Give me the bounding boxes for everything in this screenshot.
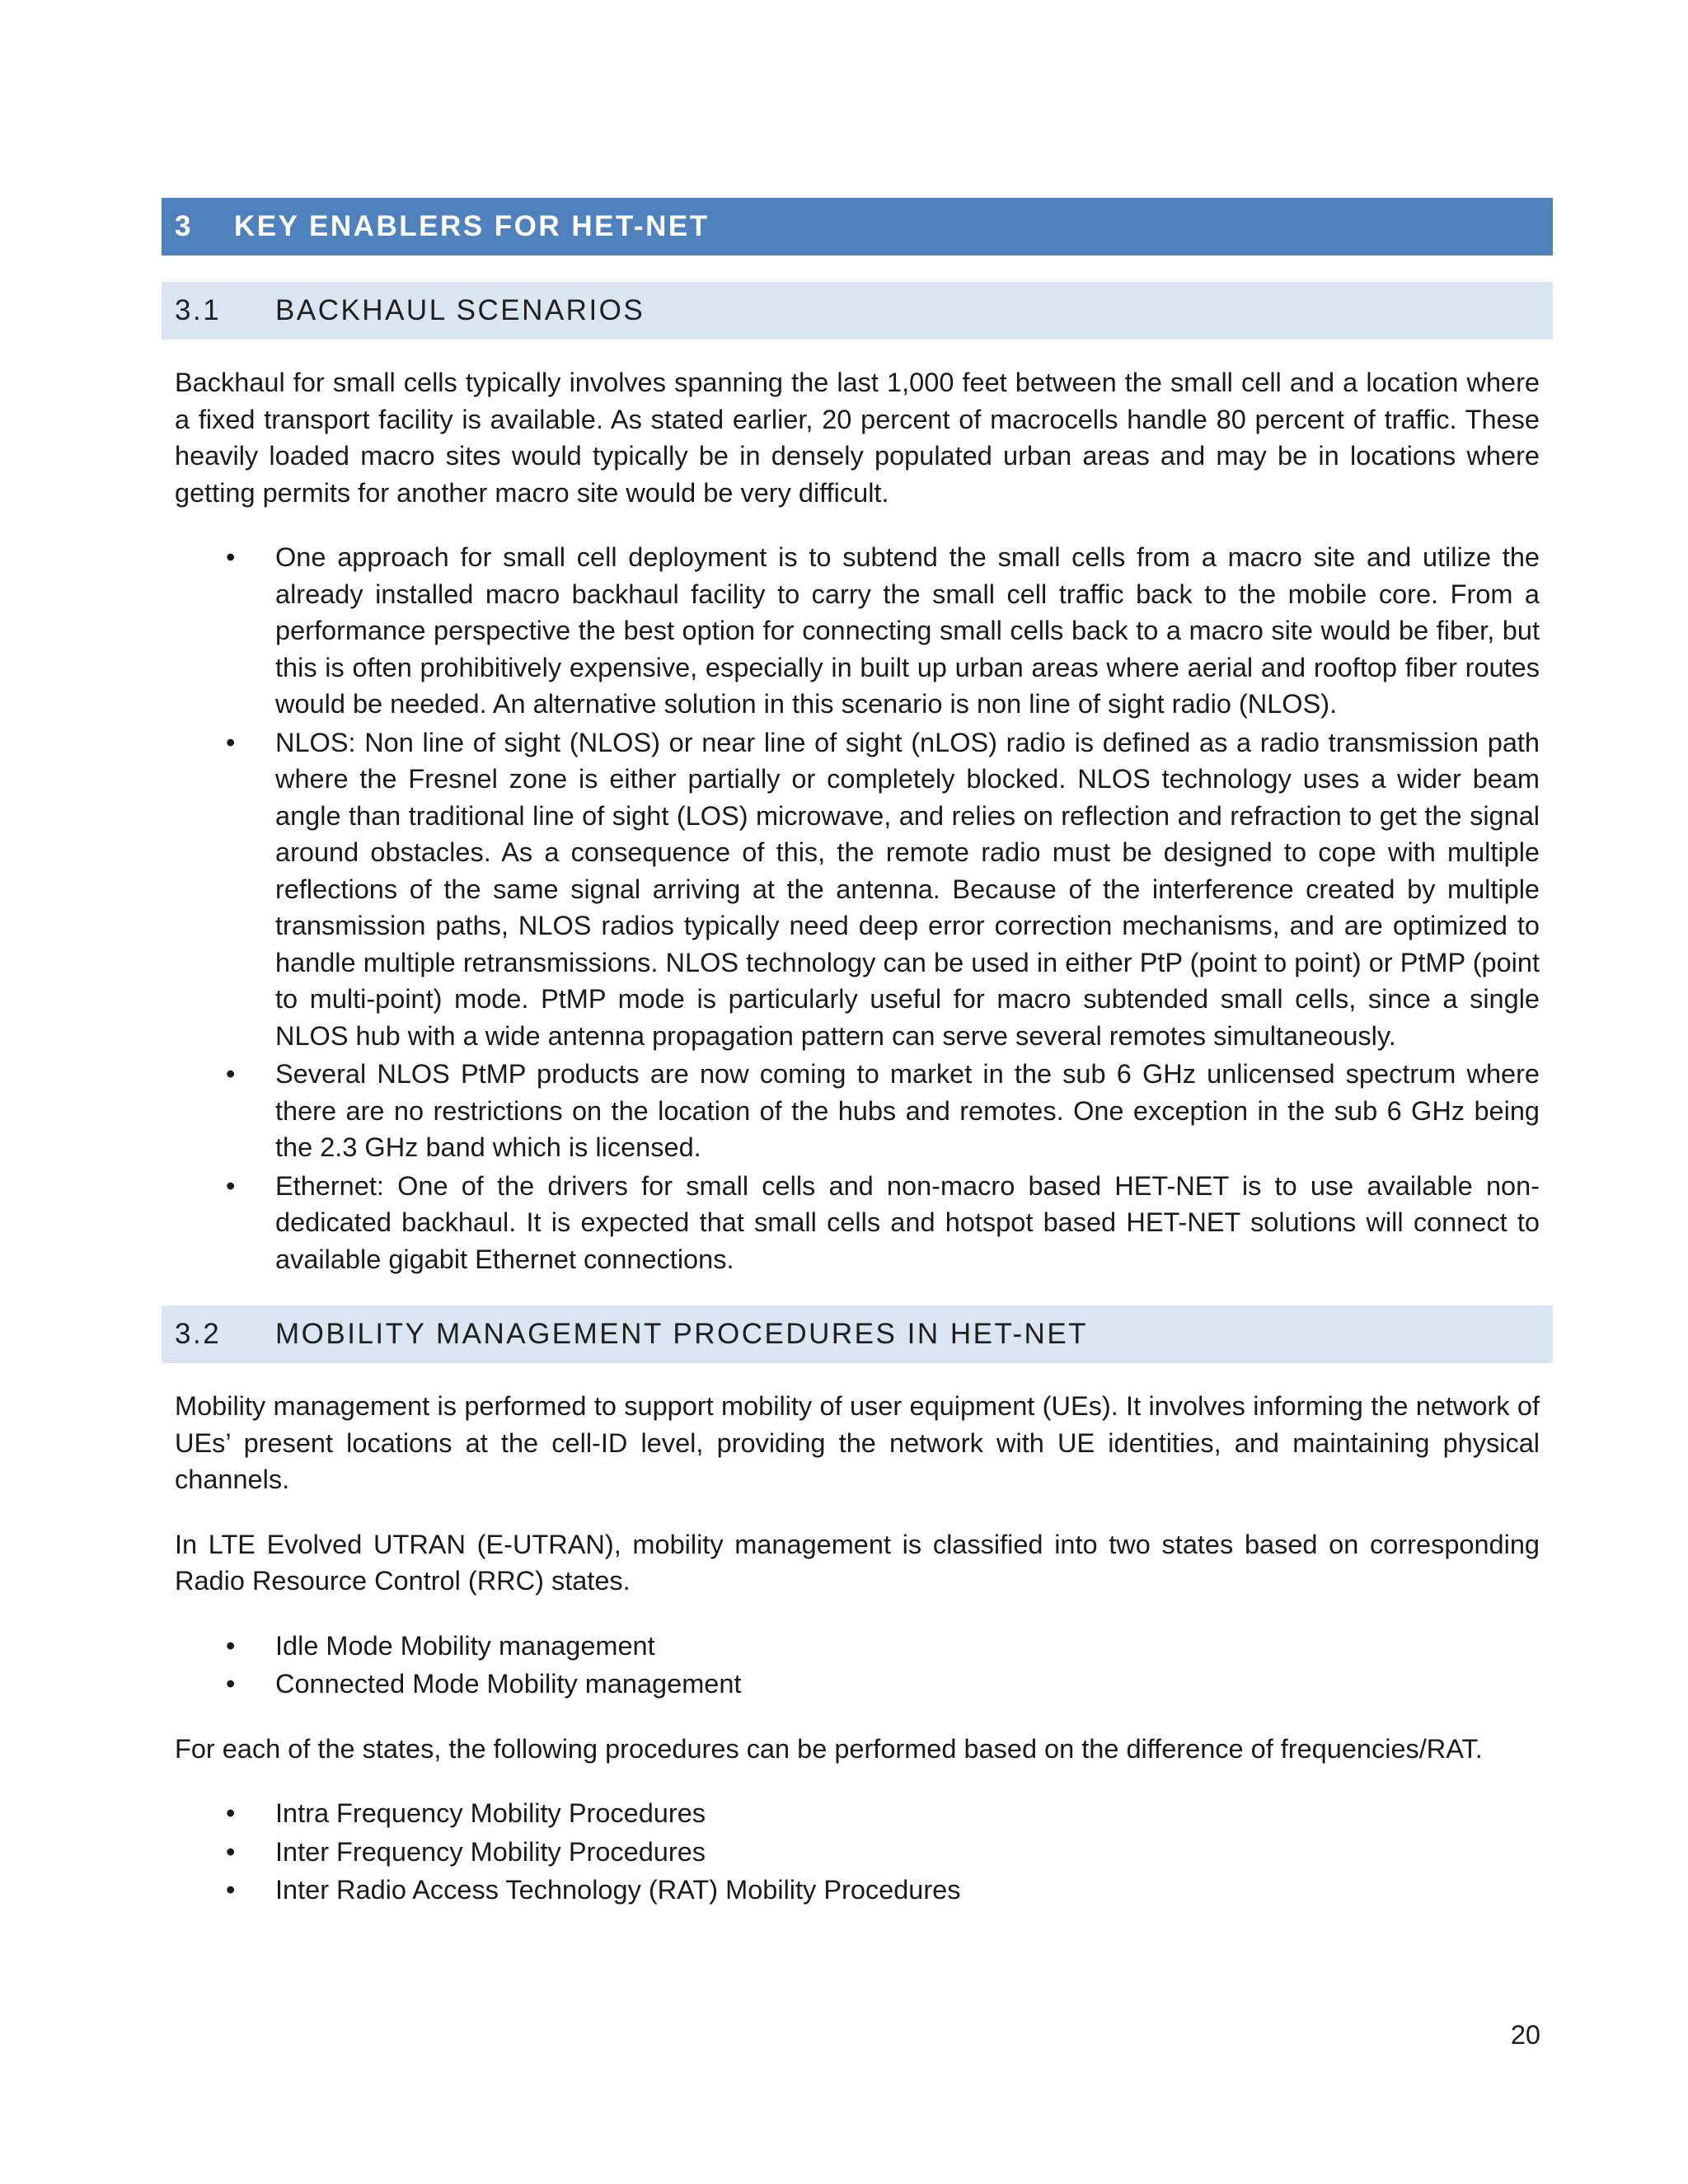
subsection-title: BACKHAUL SCENARIOS <box>275 294 645 326</box>
mobility-paragraph-2: In LTE Evolved UTRAN (E-UTRAN), mobility management is classified into two states based on corresponding Radio Resource Control (RRC) states. <box>175 1529 1540 1596</box>
bullet-icon: • <box>226 1836 236 1867</box>
subsection-heading-mobility <box>162 1305 1553 1363</box>
bullet-icon: • <box>226 1630 236 1661</box>
document-page <box>162 198 1553 1937</box>
subsection-number: 3.1 <box>175 294 222 326</box>
subsection-heading-backhaul <box>162 282 1553 340</box>
list-item <box>175 1168 1540 1278</box>
list-item-text: NLOS: Non line of sight (NLOS) or near line of sight (nLOS) radio is defined as a radio transmission path where the Fresnel zone is either partially or completely blocked. NLOS technology uses a wider beam angle than traditional line of sight (LOS) microwave, and relies on reflection and refraction to get the signal around obstacles. As a consequence of this, the remote radio must be designed to cope with multiple reflections of the same signal arriving at the antenna. Because of the interference created by multiple transmission paths, NLOS radios typically need deep error correction mechanisms, and are optimized to handle multiple retransmissions. NLOS technology can be used in either PtP (point to point) or PtMP (point to multi-point) mode. PtMP mode is particularly useful for macro subtended small cells, since a single NLOS hub with a wide antenna propagation pattern can serve several remotes simultaneously. <box>275 727 1540 1051</box>
list-item <box>175 1872 1540 1909</box>
section-heading <box>162 198 1553 255</box>
backhaul-intro-paragraph: Backhaul for small cells typically involves spanning the last 1,000 feet between the small cell and a location where a fixed transport facility is available. As stated earlier, 20 percent of macrocells handle 80 percent of traffic. These heavily loaded macro sites would typically be in densely populated urban areas and may be in locations where getting permits for another macro site would be very difficult. <box>175 368 1540 508</box>
mobility-procedures-list <box>175 1795 1540 1909</box>
bullet-icon: • <box>226 727 236 757</box>
list-item-text: Idle Mode Mobility management <box>275 1630 655 1661</box>
list-item <box>175 1666 1540 1703</box>
bullet-icon: • <box>226 1059 236 1089</box>
subsection-number: 3.2 <box>175 1318 222 1350</box>
bullet-icon: • <box>226 1875 236 1905</box>
list-item <box>175 1795 1540 1832</box>
list-item-text: Several NLOS PtMP products are now coming to market in the sub 6 GHz unlicensed spectrum where there are no restrictions on the location of the hubs and remotes. One exception in the sub 6 GHz being the 2.3 GHz band which is licensed. <box>275 1059 1540 1162</box>
mobility-paragraph-1: Mobility management is performed to support mobility of user equipment (UEs). It involves informing the network of UEs’ present locations at the cell-ID level, providing the network with UE identities, and maintaining physical channels. <box>175 1391 1540 1494</box>
mobility-paragraph-3: For each of the states, the following procedures can be performed based on the difference of frequencies/RAT. <box>175 1733 1483 1764</box>
list-item <box>175 1834 1540 1871</box>
subsection-title: MOBILITY MANAGEMENT PROCEDURES IN HET-NET <box>275 1318 1089 1350</box>
list-item-text: One approach for small cell deployment is to subtend the small cells from a macro site and utilize the already installed macro backhaul facility to carry the small cell traffic back to the mobile core. From a performance perspective the best option for connecting small cells back to a macro site would be fiber, but this is often prohibitively expensive, especially in built up urban areas where aerial and rooftop fiber routes would be needed. An alternative solution in this scenario is non line of sight radio (NLOS). <box>275 542 1540 719</box>
section-number: 3 <box>175 210 193 242</box>
section-title: KEY ENABLERS FOR HET-NET <box>234 210 710 242</box>
list-item <box>175 724 1540 1055</box>
list-item <box>175 1628 1540 1665</box>
page-number: 20 <box>1510 2020 1540 2050</box>
mobility-states-list <box>175 1628 1540 1703</box>
bullet-icon: • <box>226 1669 236 1699</box>
list-item <box>175 1056 1540 1166</box>
backhaul-bullet-list <box>175 539 1540 1277</box>
list-item-text: Intra Frequency Mobility Procedures <box>275 1798 706 1828</box>
list-item-text: Connected Mode Mobility management <box>275 1669 742 1699</box>
list-item <box>175 539 1540 723</box>
list-item-text: Ethernet: One of the drivers for small cells and non-macro based HET-NET is to use available non-dedicated backhaul. It is expected that small cells and hotspot based HET-NET solutions will connect to available gigabit Ethernet connections. <box>275 1170 1540 1274</box>
bullet-icon: • <box>226 1170 236 1201</box>
bullet-icon: • <box>226 1798 236 1828</box>
bullet-icon: • <box>226 542 236 572</box>
list-item-text: Inter Frequency Mobility Procedures <box>275 1836 706 1867</box>
list-item-text: Inter Radio Access Technology (RAT) Mobility Procedures <box>275 1875 961 1905</box>
